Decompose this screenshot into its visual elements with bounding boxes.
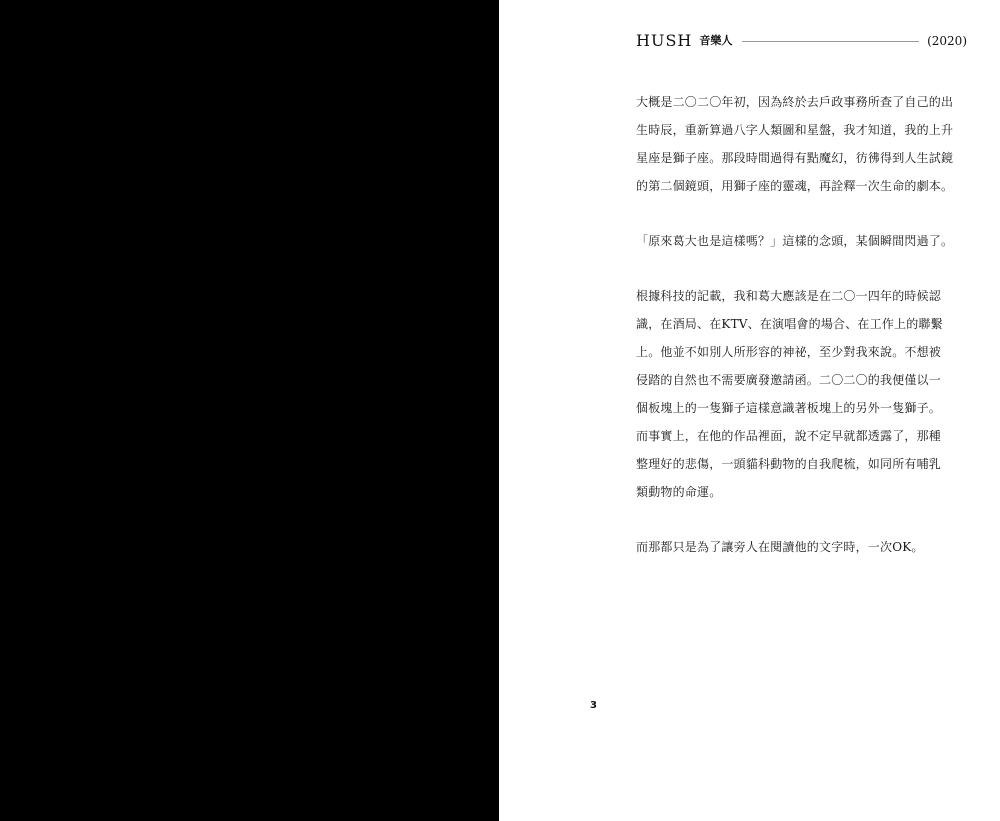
- text-line: 大概是二〇二〇年初，因為終於去戶政事務所查了自己的出: [636, 95, 954, 109]
- header-year: (2020): [927, 34, 967, 48]
- text-line: 侵踏的自然也不需要廣發邀請函。二〇二〇的我便僅以一: [636, 373, 942, 387]
- text-line: 生時辰，重新算過八字人類圖和星盤，我才知道，我的上升: [636, 123, 954, 137]
- text-line: 而那都只是為了讓旁人在閱讀他的文字時，一次OK。: [636, 540, 924, 554]
- paragraph-4: [636, 533, 972, 561]
- paragraph-3: [636, 282, 972, 506]
- page-number: 3: [590, 700, 597, 711]
- text-line: 根據科技的記載，我和葛大應該是在二〇一四年的時候認: [636, 289, 942, 303]
- text-line: 上。他並不如別人所形容的神祕，至少對我來說。不想被: [636, 345, 942, 359]
- book-page: [499, 0, 1000, 821]
- text-line: 類動物的命運。: [636, 485, 722, 499]
- essay-body: [636, 88, 972, 588]
- text-line: 整理好的悲傷，一頭貓科動物的自我爬梳，如同所有哺乳: [636, 457, 942, 471]
- paragraph-1: [636, 88, 972, 200]
- running-header: [636, 31, 967, 51]
- blank-left-page: [0, 0, 499, 821]
- text-line: 的第二個鏡頭，用獅子座的靈魂，再詮釋一次生命的劇本。: [636, 179, 954, 193]
- header-rule: [742, 41, 919, 42]
- text-line: 「原來葛大也是這樣嗎？」這樣的念頭，某個瞬間閃過了。: [636, 234, 954, 248]
- text-line: 個板塊上的一隻獅子這樣意識著板塊上的另外一隻獅子。: [636, 401, 942, 415]
- text-line: 而事實上，在他的作品裡面，說不定早就都透露了，那種: [636, 429, 942, 443]
- text-line: 星座是獅子座。那段時間過得有點魔幻，彷彿得到人生試鏡: [636, 151, 954, 165]
- header-subtitle: 音樂人: [699, 34, 733, 47]
- text-line: 識，在酒局、在KTV、在演唱會的場合、在工作上的聯繫: [636, 317, 943, 331]
- paragraph-2: [636, 227, 972, 255]
- header-title: HUSH: [636, 31, 693, 50]
